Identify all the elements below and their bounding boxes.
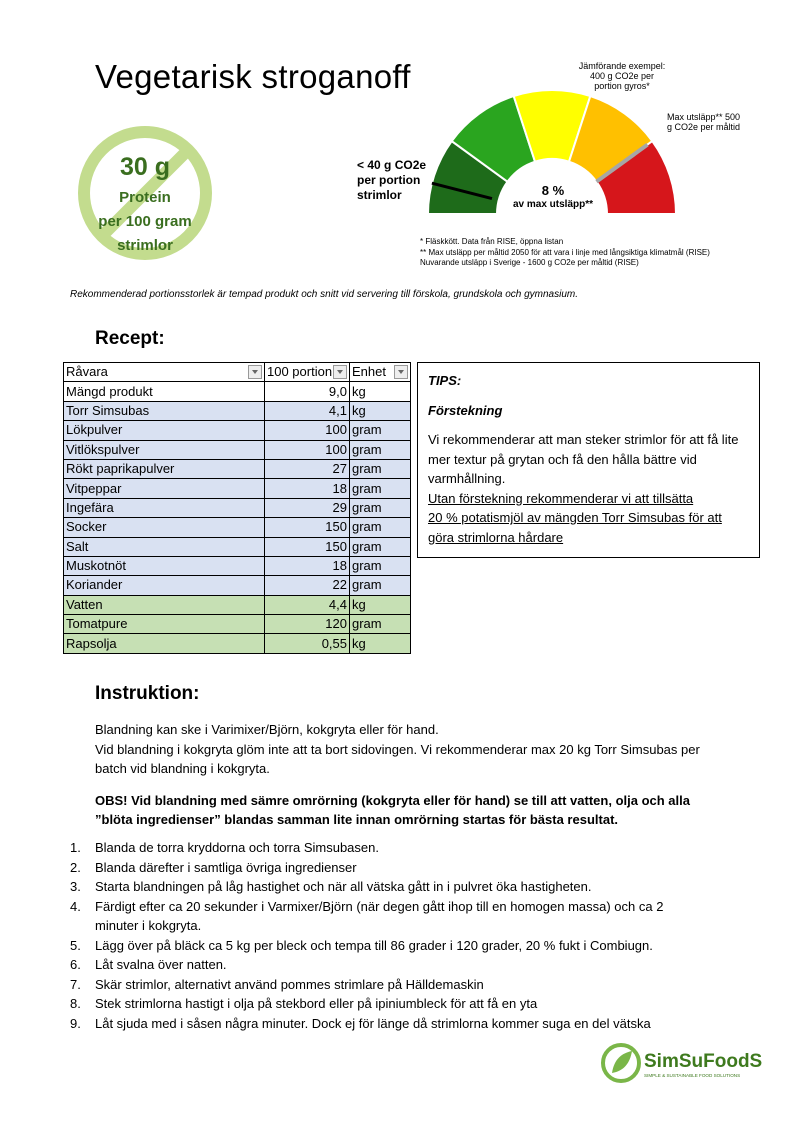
step-item — [70, 838, 710, 858]
step-text: Låt svalna över natten. — [95, 957, 227, 972]
unit-cell: kg — [350, 595, 411, 614]
protein-per-label: per 100 gram — [98, 213, 192, 230]
protein-value: 30 g — [119, 153, 171, 181]
tips-note-1: Utan förstekning rekommenderar vi att tillsätta — [428, 490, 694, 506]
table-row — [64, 518, 411, 537]
portion-recommendation: Rekommenderad portionsstorlek är tempad produkt och snitt vid servering till förskola, grundskola och gymnasium. — [70, 289, 579, 300]
table-row — [64, 615, 411, 634]
step-number: 3. — [70, 879, 81, 894]
step-text: Starta blandningen på låg hastighet och när all vätska gått in i pulvret öka hastigheten. — [95, 879, 592, 894]
footnote: Nuvarande utsläpp i Sverige - 1600 g CO2e per måltid (RISE) — [420, 258, 639, 267]
unit-cell: gram — [350, 537, 411, 556]
amount-cell: 150 — [265, 537, 350, 556]
ingredients-table — [63, 362, 411, 654]
protein-label: Protein — [119, 189, 171, 206]
instructions-heading: Instruktion: — [95, 683, 200, 704]
step-item — [70, 897, 710, 936]
step-text: Färdigt efter ca 20 sekunder i Varmixer/Björn (när degen gått ihop till en homogen massa) och ca 2 minuter i kokgryta. — [95, 898, 664, 933]
footnotes — [420, 237, 710, 269]
tips-subtitle: Förstekning — [428, 402, 503, 418]
amount-cell: 100 — [265, 421, 350, 440]
unit-cell: gram — [350, 459, 411, 478]
amount-cell: 18 — [265, 556, 350, 575]
filter-dropdown-icon[interactable] — [333, 365, 347, 379]
unit-cell: kg — [350, 401, 411, 420]
unit-cell: gram — [350, 615, 411, 634]
amount-cell: 27 — [265, 459, 350, 478]
amount-cell: 9,0 — [265, 382, 350, 401]
gauge-max-label: Max utsläpp** 500 g CO2e per måltid — [667, 112, 741, 132]
step-text: Blanda de torra kryddorna och torra Simsubasen. — [95, 840, 379, 855]
column-header-unit[interactable]: Enhet — [350, 363, 411, 382]
page-title: Vegetarisk stroganoff — [95, 58, 411, 95]
intro-line: Vid blandning i kokgryta glöm inte att ta bort sidovingen. Vi rekommenderar max 20 kg Torr Simsubas per batch vid blandning i kokgryta. — [95, 741, 700, 776]
logo-name: SimSuFoodS — [644, 1051, 763, 1072]
step-item — [70, 936, 710, 956]
ingredient-cell: Koriander — [64, 576, 265, 595]
step-number: 2. — [70, 859, 81, 875]
obs-note: OBS! Vid blandning med sämre omrörning (kokgryta eller för hand) se till att vatten, olja och alla ”blöta ingredienser” blandas samman lite innan omrörning startas för bästa resultat. — [95, 792, 690, 827]
unit-cell: gram — [350, 421, 411, 440]
ingredient-cell: Lökpulver — [64, 421, 265, 440]
gauge-left-label: < 40 g CO2e per portion strimlor — [357, 158, 427, 202]
unit-cell: gram — [350, 518, 411, 537]
filter-dropdown-icon[interactable] — [394, 365, 408, 379]
intro-line: Blandning kan ske i Varimixer/Björn, kokgryta eller för hand. — [95, 722, 439, 737]
ingredient-cell: Vatten — [64, 595, 265, 614]
step-number: 1. — [70, 840, 81, 855]
step-number: 9. — [70, 1015, 81, 1031]
gauge-percent-label: av max utsläpp** — [512, 199, 594, 210]
table-row — [64, 498, 411, 517]
step-number: 5. — [70, 937, 81, 953]
instruction-steps — [70, 838, 710, 1033]
step-text: Skär strimlor, alternativt använd pommes strimlare på Hälldemaskin — [95, 976, 484, 992]
step-number: 7. — [70, 976, 81, 992]
step-item — [70, 877, 710, 897]
step-item — [70, 975, 710, 995]
footnote: ** Max utsläpp per måltid 2050 för att vara i linje med långsiktiga klimatmål (RISE) — [420, 247, 710, 257]
amount-cell: 150 — [265, 518, 350, 537]
ingredient-cell: Vitlökspulver — [64, 440, 265, 459]
table-row — [64, 479, 411, 498]
table-row — [64, 440, 411, 459]
table-row — [64, 634, 411, 653]
ingredient-cell: Muskotnöt — [64, 556, 265, 575]
instructions-intro — [95, 720, 715, 842]
amount-cell: 4,4 — [265, 595, 350, 614]
step-number: 6. — [70, 957, 81, 972]
unit-cell: kg — [350, 382, 411, 401]
unit-cell: kg — [350, 634, 411, 653]
step-number: 4. — [70, 898, 81, 914]
ingredient-cell: Salt — [64, 537, 265, 556]
step-item — [70, 1014, 710, 1034]
step-number: 8. — [70, 996, 81, 1011]
tips-title: TIPS: — [428, 373, 462, 388]
ingredient-cell: Mängd produkt — [64, 382, 265, 401]
ingredient-cell: Socker — [64, 518, 265, 537]
table-row — [64, 537, 411, 556]
unit-cell: gram — [350, 556, 411, 575]
filter-dropdown-icon[interactable] — [248, 365, 262, 379]
step-text: Lägg över på bläck ca 5 kg per bleck och tempa till 86 grader i 120 grader, 20 % fukt i Combiugn. — [95, 937, 653, 953]
ingredient-cell: Ingefära — [64, 498, 265, 517]
tips-note-2: 20 % potatismjöl av mängden Torr Simsubas för att göra strimlorna hårdare — [428, 510, 722, 545]
table-row — [64, 459, 411, 478]
amount-cell: 120 — [265, 615, 350, 634]
simsufoods-logo — [600, 1041, 765, 1086]
logo-tagline: SIMPLE & SUSTAINABLE FOOD SOLUTIONS — [644, 1073, 741, 1078]
step-text: Låt sjuda med i såsen några minuter. Dock ej för länge då strimlorna kommer suga en del vätska — [95, 1015, 651, 1031]
step-item — [70, 994, 710, 1014]
step-item — [70, 955, 710, 975]
column-header-amount[interactable]: 100 portion — [265, 363, 350, 382]
unit-cell: gram — [350, 479, 411, 498]
table-row — [64, 382, 411, 401]
ingredient-cell: Tomatpure — [64, 615, 265, 634]
table-row — [64, 421, 411, 440]
ingredient-cell: Torr Simsubas — [64, 401, 265, 420]
amount-cell: 4,1 — [265, 401, 350, 420]
recipe-heading: Recept: — [95, 328, 165, 349]
table-row — [64, 401, 411, 420]
step-item — [70, 858, 710, 878]
amount-cell: 22 — [265, 576, 350, 595]
unit-cell: gram — [350, 498, 411, 517]
table-row — [64, 595, 411, 614]
ingredient-cell: Vitpeppar — [64, 479, 265, 498]
amount-cell: 0,55 — [265, 634, 350, 653]
table-row — [64, 576, 411, 595]
amount-cell: 18 — [265, 479, 350, 498]
column-header-ingredient[interactable]: Råvara — [64, 363, 265, 382]
gauge-compare-label: Jämförande exempel: 400 g CO2e per portion gyros* — [578, 61, 666, 91]
gauge-percent: 8 % — [541, 183, 565, 198]
tips-box — [417, 362, 760, 558]
ingredient-cell: Rökt paprikapulver — [64, 459, 265, 478]
amount-cell: 100 — [265, 440, 350, 459]
table-row — [64, 556, 411, 575]
step-text: Stek strimlorna hastigt i olja på stekbord eller på ipiniumbleck för att få en yta — [95, 996, 538, 1011]
protein-unit-label: strimlor — [117, 237, 173, 254]
amount-cell: 29 — [265, 498, 350, 517]
unit-cell: gram — [350, 440, 411, 459]
step-text: Blanda därefter i samtliga övriga ingredienser — [95, 859, 357, 875]
unit-cell: gram — [350, 576, 411, 595]
footnote: * Fläskkött. Data från RISE, öppna listan — [420, 237, 564, 246]
tips-body: Vi rekommenderar att man steker strimlor för att få lite mer textur på grytan och få den hålla bättre vid varmhållning. — [428, 432, 739, 486]
ingredient-cell: Rapsolja — [64, 634, 265, 653]
